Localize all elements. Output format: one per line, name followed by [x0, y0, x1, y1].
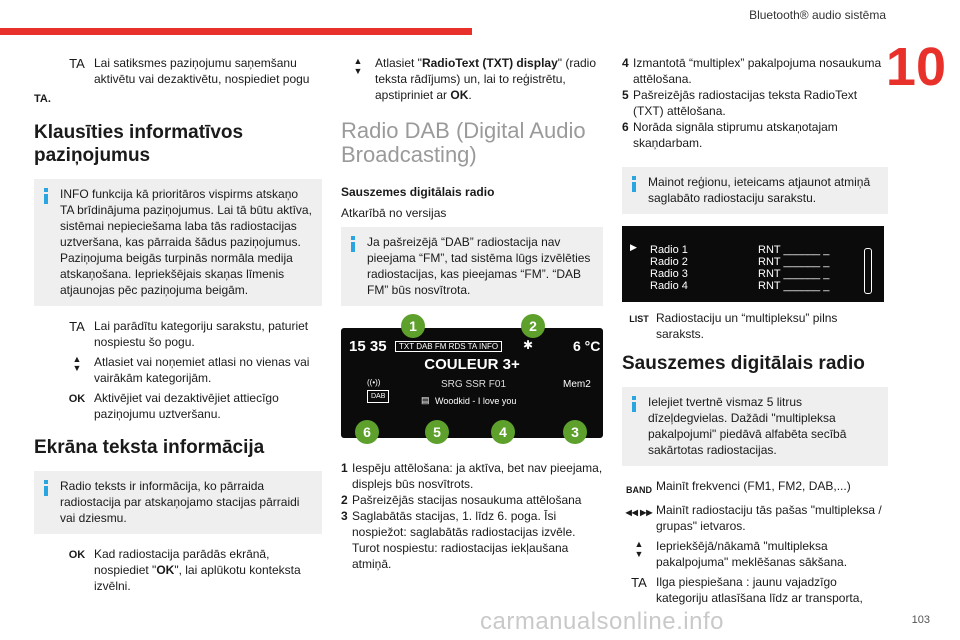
- numbered-list: [341, 460, 603, 572]
- key-item: [622, 538, 888, 570]
- heading-screen-text: Ekrāna teksta informācija: [34, 437, 265, 458]
- station-name: Radio 1: [650, 244, 688, 256]
- multiplex-name: SRG SSR F01: [441, 379, 507, 390]
- numbered-item: [341, 492, 603, 508]
- key-item: [622, 574, 888, 606]
- clock: 15 35: [349, 338, 387, 355]
- item-text: Saglabātās stacijas, 1. līdz 6. poga. Īsi nospiežot: saglabātās radiostacijas izvēle. Turot nospiestu: radiostacijas iekļaušana atmiņā.: [352, 509, 576, 571]
- info-note-multiplex: [622, 387, 888, 466]
- callout-3: 3: [563, 420, 587, 444]
- band-key: BAND: [626, 485, 652, 495]
- radiotext-select-item: [341, 55, 603, 103]
- info-note-announcements: [34, 179, 322, 306]
- text-bold: OK: [156, 563, 175, 577]
- chapter-number: 10: [885, 37, 946, 97]
- column-1: [34, 55, 322, 598]
- item-number: 6: [622, 120, 629, 134]
- item-number: 5: [622, 88, 629, 102]
- up-down-arrows-icon: ▲ ▼: [72, 354, 82, 373]
- callout-4: 4: [491, 420, 515, 444]
- ta-key: TA: [631, 575, 647, 590]
- key-item: [60, 318, 322, 350]
- ta-toggle-text: Lai satiksmes paziņojumu saņemšanu aktivētu vai dezaktivētu, nospiediet pogu: [94, 56, 310, 86]
- list-key-item: [622, 310, 888, 342]
- ta-toggle-item: [60, 55, 322, 87]
- option-flags: TXT DAB FM RDS TA INFO: [395, 341, 502, 352]
- text-bold: OK: [450, 88, 469, 102]
- list-scrollbar: [864, 248, 872, 294]
- key-item: [622, 502, 888, 534]
- callout-6: 6: [355, 420, 379, 444]
- key-item-text: Mainīt frekvenci (FM1, FM2, DAB,...): [656, 479, 851, 493]
- info-note-text: Ja pašreizējā “DAB” radiostacija nav pieejama “FM”, tad sistēma lūgs izvēlēties radiostacijas, kas pieejamas “FM”. “DAB FM” būs nosvītrota.: [367, 235, 591, 297]
- section-title: Bluetooth® audio sistēma: [749, 8, 886, 22]
- ok-context-item: [60, 546, 322, 594]
- ok-key: OK: [68, 393, 86, 405]
- key-item-text: Lai parādītu kategoriju sarakstu, paturiet nospiestu šo pogu.: [94, 319, 309, 349]
- seek-arrows-icon: ◀◀ ▶▶: [625, 508, 653, 517]
- list-key-text: Radiostaciju un “multipleksu” pilns saraksts.: [656, 311, 838, 341]
- text-part: Atlasiet ": [375, 56, 422, 70]
- info-icon: [44, 188, 48, 204]
- heading-dab: Radio DAB (Digital Audio Broadcasting): [341, 118, 586, 167]
- dab-radio-display: [341, 318, 603, 440]
- item-number: 4: [622, 56, 629, 70]
- key-item: [60, 390, 322, 422]
- radiotext-line: Woodkid - I love you: [435, 396, 517, 406]
- text-bold: RadioText (TXT) display: [421, 56, 558, 70]
- ta-key: TA: [69, 56, 85, 71]
- ta-key: TA: [69, 319, 85, 334]
- callout-5: 5: [425, 420, 449, 444]
- key-item-text: Iepriekšējā/nākamā "multipleksa pakalpojuma" meklēšanas sākšana.: [656, 539, 848, 569]
- temperature: 6 °C: [573, 338, 601, 354]
- info-note-text: Mainot reģionu, ieteicams atjaunot atmiņā saglabāto radiostaciju sarakstu.: [648, 175, 871, 205]
- station-row: [650, 256, 850, 268]
- radiotext-icon: ▤: [421, 395, 430, 405]
- item-text: Norāda signāla stiprumu atskaņotajam skaņdarbam.: [633, 120, 838, 150]
- station-name: Radio 2: [650, 256, 688, 268]
- subheading-terrestrial: Sauszemes digitālais radio: [341, 185, 495, 199]
- item-number: 2: [341, 493, 348, 507]
- numbered-item: [622, 55, 888, 87]
- key-item-text: Aktivējiet vai dezaktivējiet attiecīgo paziņojumu uztveršanu.: [94, 391, 279, 421]
- column-3: [622, 55, 888, 610]
- item-number: 3: [341, 509, 348, 523]
- station-name: Radio 3: [650, 268, 688, 280]
- station-list-display: [622, 226, 884, 302]
- info-note-radiotext: [34, 471, 322, 534]
- text-part: Kad radiostacija parādās ekrānā, nospiediet ": [94, 547, 270, 577]
- version-text: Atkarībā no versijas: [341, 206, 447, 220]
- info-icon: [44, 480, 48, 496]
- station-rnt: RNT ______ _: [758, 256, 830, 268]
- key-item: [622, 478, 888, 498]
- station-name: Radio 4: [650, 280, 688, 292]
- bluetooth-icon: ✱: [523, 338, 534, 352]
- header-red-bar: [0, 28, 472, 35]
- station-rnt: RNT ______ _: [758, 268, 830, 280]
- item-text: Izmantotā “multiplex” pakalpojuma nosaukuma attēlošana.: [633, 56, 882, 86]
- numbered-item: [341, 508, 603, 572]
- key-item: [60, 354, 322, 386]
- info-icon: [632, 176, 636, 192]
- page-number: 103: [911, 614, 930, 626]
- info-note-text: Radio teksts ir informācija, ko pārraida radiostacija par atskaņojamo stacijas pārraidi vai dziesmu.: [60, 479, 300, 525]
- info-note-dab: [341, 227, 603, 306]
- station-rnt: RNT ______ _: [758, 280, 830, 292]
- item-number: 1: [341, 461, 348, 475]
- dab-badge: DAB: [367, 390, 389, 403]
- numbered-item: [622, 119, 888, 151]
- station-name: COULEUR 3+: [424, 356, 520, 373]
- numbered-item: [622, 87, 888, 119]
- info-icon: [632, 396, 636, 412]
- signal-icon: ((•)): [367, 378, 381, 387]
- text-part: ", lai aplūkotu konteksta izvēlni.: [94, 563, 301, 593]
- up-down-arrows-icon: ▲ ▼: [634, 539, 644, 559]
- info-icon: [351, 236, 355, 252]
- list-key: LIST: [629, 314, 649, 324]
- text-part: .: [468, 88, 472, 102]
- watermark: carmanualsonline.info: [480, 608, 724, 635]
- heading-terrestrial-radio: Sauszemes digitālais radio: [622, 353, 865, 374]
- key-item-text: Atlasiet vai noņemiet atlasi no vienas vai vairākām kategorijām.: [94, 355, 310, 385]
- info-note-text: Ielejiet tvertnē vismaz 5 litrus dīzeļdegvielas. Dažādi "multipleksa pakalpojumi" piedāvā alfabēta secībā sakārtotas radiostacijas.: [648, 395, 847, 457]
- station-row: [650, 280, 850, 292]
- radiotext-select-text: [375, 55, 603, 103]
- ok-key: OK: [68, 549, 86, 561]
- item-text: Iespēju attēlošana: ja aktīva, bet nav pieejama, displejs būs nosvītrots.: [352, 461, 603, 491]
- column-2: [341, 55, 603, 572]
- up-down-arrows-icon: ▲ ▼: [353, 56, 363, 76]
- station-row: [650, 268, 850, 280]
- key-item-text: Mainīt radiostaciju tās pašas "multipleksa / grupas" ietvaros.: [656, 503, 882, 533]
- station-rnt: RNT ______ _: [758, 244, 830, 256]
- ta-tail: TA.: [34, 93, 51, 105]
- play-arrow-icon: ▶: [630, 242, 637, 252]
- ok-context-text: [94, 546, 322, 594]
- callout-1: 1: [401, 314, 425, 338]
- key-item-text: Ilga piespiešana : jaunu vajadzīgo kategoriju atlasīšana līdz ar transporta,: [656, 575, 863, 605]
- item-text: Pašreizējās radiostacijas teksta RadioText (TXT) attēlošana.: [633, 88, 858, 118]
- callout-2: 2: [521, 314, 545, 338]
- item-text: Pašreizējās stacijas nosaukuma attēlošana: [352, 493, 582, 507]
- info-note-region: [622, 167, 888, 214]
- text-part: " (radio teksta rādījums) un, lai to reģistrētu, apstipriniet ar: [375, 56, 597, 102]
- numbered-item: [341, 460, 603, 492]
- info-note-text: INFO funkcija kā prioritāros vispirms atskaņo TA brīdinājuma paziņojumus. Lai tā būtu aktīva, sistēmai nepieciešama laba tās radiostacijas uztveršana, kas pārraida šādus paziņojumus. Paziņojuma beigās turpinās normāla medija atskaņošana. Iepriekšējais skaņas līmenis atjaunojas pēc paziņojuma beigām.: [60, 187, 312, 297]
- station-row: [650, 244, 850, 256]
- heading-announcements: Klausīties informatīvos paziņojumus: [34, 122, 244, 166]
- memory-slot: Mem2: [563, 379, 591, 390]
